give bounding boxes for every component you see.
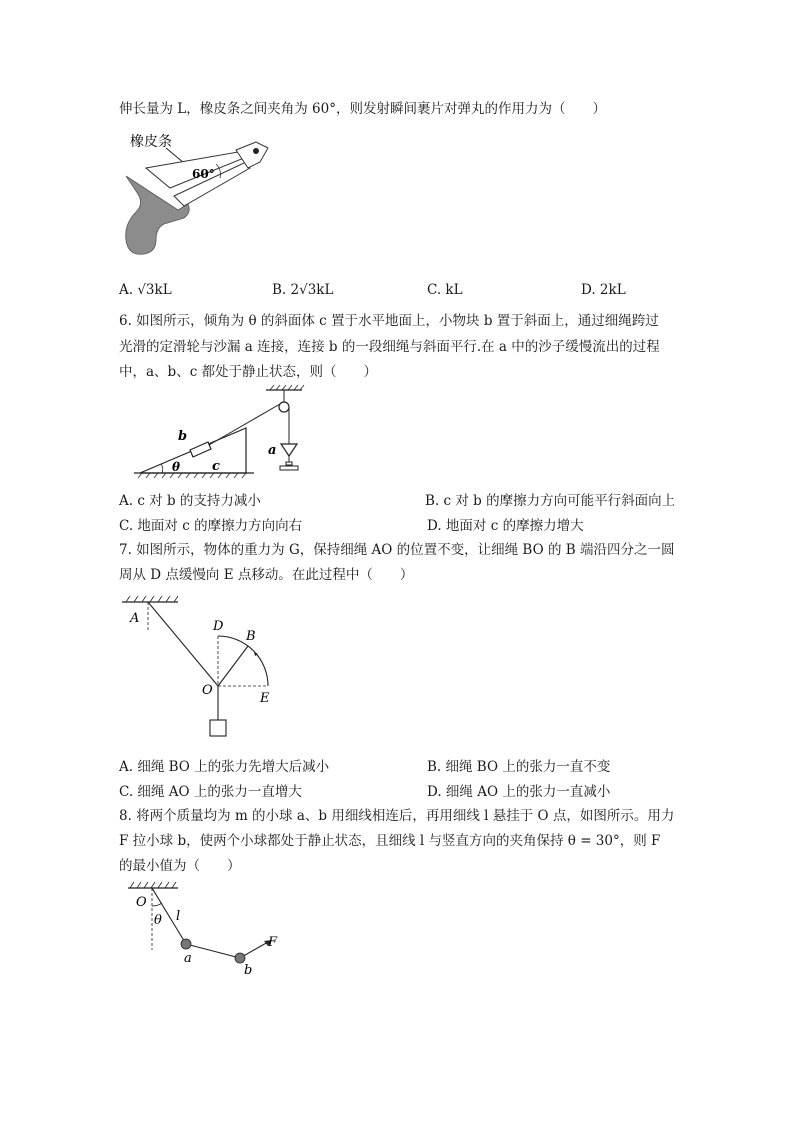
weight-box (210, 720, 226, 736)
label-O: O (136, 895, 147, 910)
funnel-a (281, 444, 297, 456)
theta-arc (152, 903, 162, 906)
label-b: b (244, 963, 253, 978)
q8-stem-line-2: F 拉小球 b，使两个小球都处于静止状态，且细线 l 与竖直方向的夹角保持 θ = 30°，则 F (119, 833, 661, 849)
q7-stem-line-2: 周从 D 点缓慢向 E 点移动。在此过程中（ ） (119, 567, 414, 583)
q6-option-a: A. c 对 b 的支持力减小 (119, 493, 261, 509)
rubber-band-label: 橡皮条 (130, 134, 172, 150)
label-theta: θ (172, 460, 181, 474)
q6-option-d: D. 地面对 c 的摩擦力增大 (427, 518, 584, 534)
q7-option-a: A. 细绳 BO 上的张力先增大后减小 (119, 759, 330, 775)
q7-option-d: D. 细绳 AO 上的张力一直减小 (427, 784, 611, 800)
ground-hatch (138, 473, 246, 478)
label-c: c (212, 459, 220, 474)
ceiling-hatch (126, 596, 178, 602)
rope-circle-figure (118, 594, 288, 746)
quarter-circle-arc (218, 636, 268, 686)
q8-stem-line-1: 8. 将两个质量均为 m 的小球 a、b 用细线相连后，再用细线 l 悬挂于 O 点，如图所示。用力 (119, 808, 675, 824)
thread-ab (186, 944, 240, 958)
q5-stem-tail: 伸长量为 L，橡皮条之间夹角为 60°，则发射瞬间裹片对弹丸的作用力为（ ） (119, 101, 606, 117)
label-a: a (268, 443, 277, 458)
ball-b (235, 953, 245, 963)
label-E: E (260, 691, 270, 706)
rope-AO (148, 602, 218, 686)
q7-stem-line-1: 7. 如图所示，物体的重力为 G，保持细绳 AO 的位置不变，让细绳 BO 的 B 端沿四分之一圆 (119, 542, 675, 558)
slingshot-handle (126, 176, 190, 254)
slingshot-figure (118, 128, 278, 258)
q6-stem-line-1: 6. 如图所示，倾角为 θ 的斜面体 c 置于水平地面上，小物块 b 置于斜面上，通过细绳跨过 (119, 313, 659, 329)
q6-stem-line-3: 中，a、b、c 都处于静止状态，则（ ） (119, 364, 378, 380)
q6-option-c: C. 地面对 c 的摩擦力方向向右 (119, 518, 303, 534)
q6-stem-line-2: 光滑的定滑轮与沙漏 a 连接，连接 b 的一段细绳与斜面平行.在 a 中的沙子缓慢流出的过程 (119, 339, 660, 355)
ball-a (181, 939, 191, 949)
two-balls-figure (122, 880, 292, 980)
label-F: F (268, 935, 278, 950)
q5-option-d: D. 2kL (581, 282, 626, 298)
label-b: b (178, 429, 188, 444)
q6-option-b: B. c 对 b 的摩擦力方向可能平行斜面向上 (425, 493, 676, 509)
label-theta: θ (154, 913, 162, 928)
label-O: O (202, 683, 213, 698)
incline-pulley-figure (134, 384, 314, 484)
q7-option-c: C. 细绳 AO 上的张力一直增大 (119, 784, 302, 800)
ceiling-hatch (270, 385, 304, 390)
q7-option-b: B. 细绳 BO 上的张力一直不变 (427, 759, 611, 775)
label-l: l (176, 909, 181, 924)
q5-option-a: A. √3kL (119, 282, 172, 298)
label-D: D (213, 619, 224, 634)
rope-BO (218, 646, 248, 686)
label-B: B (246, 629, 256, 644)
q8-stem-line-3: 的最小值为（ ） (119, 858, 241, 874)
label-A: A (130, 611, 140, 626)
pulley (279, 402, 289, 412)
ceiling-hatch (130, 882, 176, 888)
label-a: a (184, 951, 192, 966)
q5-option-c: C. kL (427, 282, 463, 298)
pellet (253, 148, 259, 154)
q5-option-b: B. 2√3kL (272, 282, 334, 298)
angle-label: 60° (192, 167, 215, 181)
